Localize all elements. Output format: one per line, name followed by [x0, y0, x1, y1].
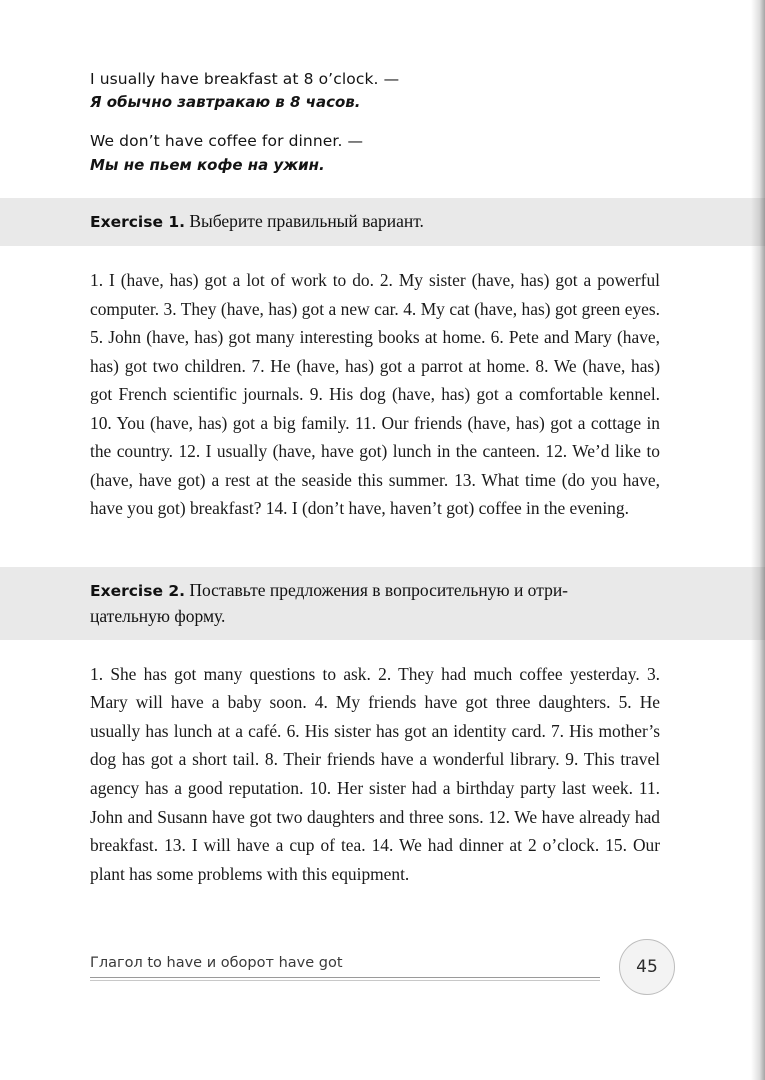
page-edge-shadow [751, 0, 765, 1080]
exercise-1-title: Exercise 1. [90, 213, 186, 232]
section-spacer [90, 549, 665, 567]
exercise-2-title: Exercise 2. [90, 581, 186, 600]
exercise-2-body: 1. She has got many questions to ask. 2. They had much coffee yesterday. 3. Mary will have a baby soon. 4. My friends have got three daughters. 5. He usually has lunch at a café. 6. His sister has got an identity card. 7. His mother’s dog has got a short tail. 8. Their friends have a wonderful library. 9. This travel agency has a good reputation. 10. Her sister had a birthday party last week. 11. John and Susann have got two daughters and three sons. 12. We have already had breakfast. 13. I will have a cup of tea. 14. We had dinner at 2 o’clock. 15. Our plant has some problems with this equipment. [90, 663, 660, 884]
page-number: 45 [636, 957, 658, 977]
footer-chapter-label: Глагол to have и оборот have got [90, 955, 343, 971]
footer-divider [90, 977, 600, 978]
example-english: I usually have breakfast at 8 o’clock. — [90, 70, 400, 88]
exercise-1-body: 1. I (have, has) got a lot of work to do. 2. My sister (have, has) got a powerful computer. 3. They (have, has) got a new car. 4. My cat (have, has) got green eyes. 5. John (have, has) got many interesting books at home. 6. Pete and Mary (have, has) got two children. 7. He (have, has) got a parrot at home. 8. We (have, has) got French scientific journals. 9. His dog (have, has) got a comfortable kennel. 10. You (have, has) got a big family. 11. Our friends (have, has) got a cottage in the country. 12. I usually (have, have got) lunch in the canteen. 12. We’d like to (have, have got) a rest at the seaside this summer. 13. What time (do you have, have you got) breakfast? 14. I (don’t have, haven’t got) coffee in the evening. [90, 270, 660, 519]
exercise-1-header [0, 198, 765, 246]
page-number-badge [619, 939, 675, 995]
page-footer [90, 955, 675, 981]
exercise-1-instruction: Выберите правильный вариант. [189, 211, 424, 232]
footer-divider-secondary [90, 980, 600, 981]
page-content [90, 0, 665, 914]
example-item [90, 130, 665, 176]
exercise-2-instruction: Поставьте предложения в вопросительную и отри- [189, 579, 569, 600]
example-russian: Мы не пьем кофе на ужин. [90, 155, 325, 174]
example-english: We don’t have coffee for dinner. — [90, 132, 364, 151]
examples-block [90, 0, 665, 198]
example-russian: Я обычно завтракаю в 8 часов. [90, 93, 361, 112]
example-item [90, 68, 665, 114]
exercise-2-header [0, 567, 765, 640]
exercise-2-instruction-line2: цательную форму. [90, 605, 226, 626]
